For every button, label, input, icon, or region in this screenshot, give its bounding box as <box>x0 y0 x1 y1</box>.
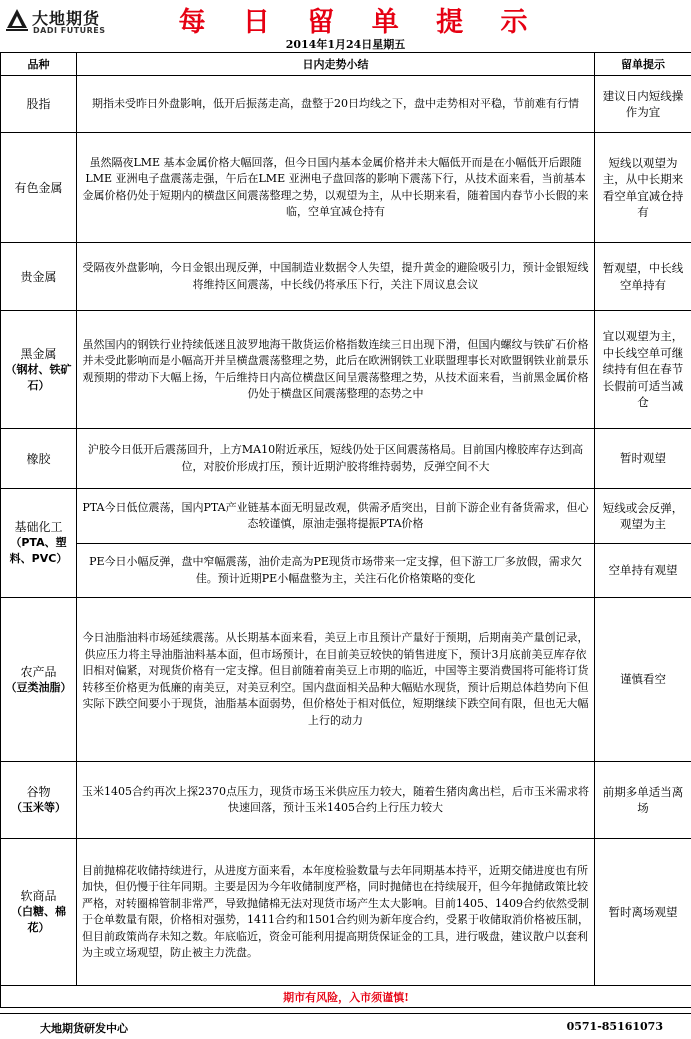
category-cell <box>1 76 77 133</box>
header-summary: 日内走势小结 <box>77 53 595 76</box>
summary-cell: 虽然国内的钢铁行业持续低迷且波罗地海干散货运价格指数连续三日出现下滑，但国内螺纹与铁矿石价格并未受此影响而是小幅高开并呈横盘震荡整理之势，此后在欧洲钢铁工业联盟理事长对欧盟钢铁业前景乐观预期的带动下大幅上扬，午后维持日内高位横盘区间呈震荡整理之势，从技术面来看，当前黑金属价格仍处于横盘区间震荡整理的态势之中 <box>77 311 595 429</box>
tip-cell: 宜以观望为主，中长线空单可继续持有但在春节长假前可适当减仓 <box>595 311 691 429</box>
category-name: 农产品 <box>20 664 57 679</box>
category-subtitle: （白糖、棉花） <box>11 905 66 934</box>
table-row <box>1 243 691 311</box>
table-row <box>1 762 691 839</box>
category-cell <box>1 311 77 429</box>
footer-department: 大地期货研发中心 <box>40 1022 128 1035</box>
category-name: 黑金属 <box>20 346 57 361</box>
risk-notice-row <box>1 986 691 1008</box>
category-subtitle: （PTA、塑料、PVC） <box>9 536 68 565</box>
footer-phone: 0571-85161073 <box>566 1020 663 1033</box>
summary-cell: 虽然隔夜LME 基本金属价格大幅回落，但今日国内基本金属价格并未大幅低开而是在小幅低开后跟随LME 亚洲电子盘震荡走强，午后在LME 亚洲电子盘回落的影响下震荡下行，从技术面来看，当前基本金属价格仍处于短期内的横盘区间震荡整理之势，以观望为主，从中长期来看，随着国内春节小长假的来临，空单宜减仓持有 <box>77 133 595 243</box>
category-name: 橡胶 <box>26 451 51 466</box>
brand-name-cn: 大地期货 <box>32 9 101 28</box>
table-row <box>1 311 691 429</box>
report-footer <box>0 1014 691 1039</box>
tip-cell: 谨慎看空 <box>595 598 691 762</box>
category-cell <box>1 133 77 243</box>
table-row <box>1 489 691 544</box>
category-name: 有色金属 <box>14 180 63 195</box>
table-row <box>1 544 691 598</box>
category-subtitle: （玉米等） <box>11 801 66 814</box>
tip-cell: 短线或会反弹，观望为主 <box>595 489 691 544</box>
tip-cell: 暂时观望 <box>595 429 691 489</box>
category-subtitle: （钢材、铁矿石） <box>5 362 72 392</box>
category-cell <box>1 429 77 489</box>
table-row <box>1 429 691 489</box>
category-name: 贵金属 <box>20 269 57 284</box>
summary-cell: 期指未受昨日外盘影响，低开后振荡走高，盘整于20日均线之下，盘中走势相对平稳，节前难有行情 <box>77 76 595 133</box>
category-cell <box>1 839 77 986</box>
category-cell <box>1 762 77 839</box>
category-cell <box>1 243 77 311</box>
category-subtitle: （豆类油脂） <box>5 680 72 694</box>
summary-cell: PE今日小幅反弹，盘中窄幅震荡，油价走高为PE现货市场带来一定支撑，但下游工厂多放假，需求欠佳。预计近期PE小幅盘整为主，关注石化价格策略的变化 <box>77 544 595 598</box>
summary-cell: PTA今日低位震荡，国内PTA产业链基本面无明显改观，供需矛盾突出，目前下游企业有备货需求，但心态较谨慎，原油走强将提振PTA价格 <box>77 489 595 544</box>
report-date: 2014年1月24日星期五 <box>285 38 406 51</box>
category-name: 谷物 <box>26 785 51 799</box>
table-row <box>1 598 691 762</box>
category-name: 股指 <box>26 97 51 111</box>
tip-cell: 短线以观望为主，从中长期来看空单宜减仓持有 <box>595 133 691 243</box>
page-title: 每 日 留 单 提 示 <box>178 7 542 38</box>
summary-cell: 今日油脂油料市场延续震荡。从长期基本面来看，美豆上市且预计产量好于预期，后期南美产量创记录，供应压力将主导油脂油料基本面，但市场预计，在目前美豆较快的销售进度下，预计3月底前美豆库存依旧相对偏紧，对现货价格有一定支撑。但目前随着南美豆上市期的临近，中国等主要消费国将可能将订货转移至价格更为低廉的南美豆，对美豆利空。国内盘面相关品种大幅贴水现货，预计后期总体趋势向下但实际下跌空间要小于现货，油脂基本面弱势，但价格处于相对低位，短期继续下跌空间有限，但也无大幅上行的动力 <box>77 598 595 762</box>
summary-cell: 目前抛棉花收储持续进行，从进度方面来看，本年度检验数量与去年同期基本持平，近期交储进度也有所加快，但仍慢于往年同期。主要是因为今年收储制度严格，同时抛储也在持续展开，但今年抛储政策比较严格，对转圈棉管制非常严，导致抛储棉无法对现货市场产生太大影响。目前1405、1409合约依然受制于仓单数量有限，价格相对强势，1411合约和1501合约则为新年度合约，受累于收储取消价格被压制，但目前政策尚存未知之数。年底临近，资金可能利用提高期货保证金的工具，进行吸盘，建议散户以套利为主或立场观望，防止被主力洗盘。 <box>77 839 595 986</box>
tip-cell: 暂观望，中长线空单持有 <box>595 243 691 311</box>
table-row <box>1 839 691 986</box>
tip-cell: 前期多单适当离场 <box>595 762 691 839</box>
category-name: 基础化工 <box>14 520 63 534</box>
report-header <box>0 0 691 56</box>
table-row <box>1 133 691 243</box>
tip-cell: 建议日内短线操作为宜 <box>595 76 691 133</box>
category-cell <box>1 598 77 762</box>
table-header-row <box>1 53 691 76</box>
risk-notice: 期市有风险，入市须谨慎! <box>1 986 691 1008</box>
category-cell <box>1 489 77 598</box>
summary-cell: 受隔夜外盘影响，今日金银出现反弹，中国制造业数据令人失望，提升黄金的避险吸引力，预计金银短线将维持区间震荡，中长线仍将承压下行，关注下周议息会议 <box>77 243 595 311</box>
brand-logo-icon <box>6 8 28 32</box>
category-name: 软商品 <box>20 889 57 903</box>
daily-tips-table <box>0 52 691 1008</box>
header-tip: 留单提示 <box>595 53 691 76</box>
tip-cell: 空单持有观望 <box>595 544 691 598</box>
header-category: 品种 <box>1 53 77 76</box>
brand-logo <box>6 4 126 40</box>
tip-cell: 暂时离场观望 <box>595 839 691 986</box>
summary-cell: 沪胶今日低开后震荡回升，上方MA10附近承压，短线仍处于区间震荡格局。目前国内橡胶库存达到高位，对胶价形成打压，预计近期沪胶将维持弱势，反弹空间不大 <box>77 429 595 489</box>
table-row <box>1 76 691 133</box>
summary-cell: 玉米1405合约再次上探2370点压力，现货市场玉米供应压力较大，随着生猪肉禽出栏，后市玉米需求将快速回落，预计玉米1405合约上行压力较大 <box>77 762 595 839</box>
brand-name-en: DADI FUTURES <box>33 26 106 35</box>
